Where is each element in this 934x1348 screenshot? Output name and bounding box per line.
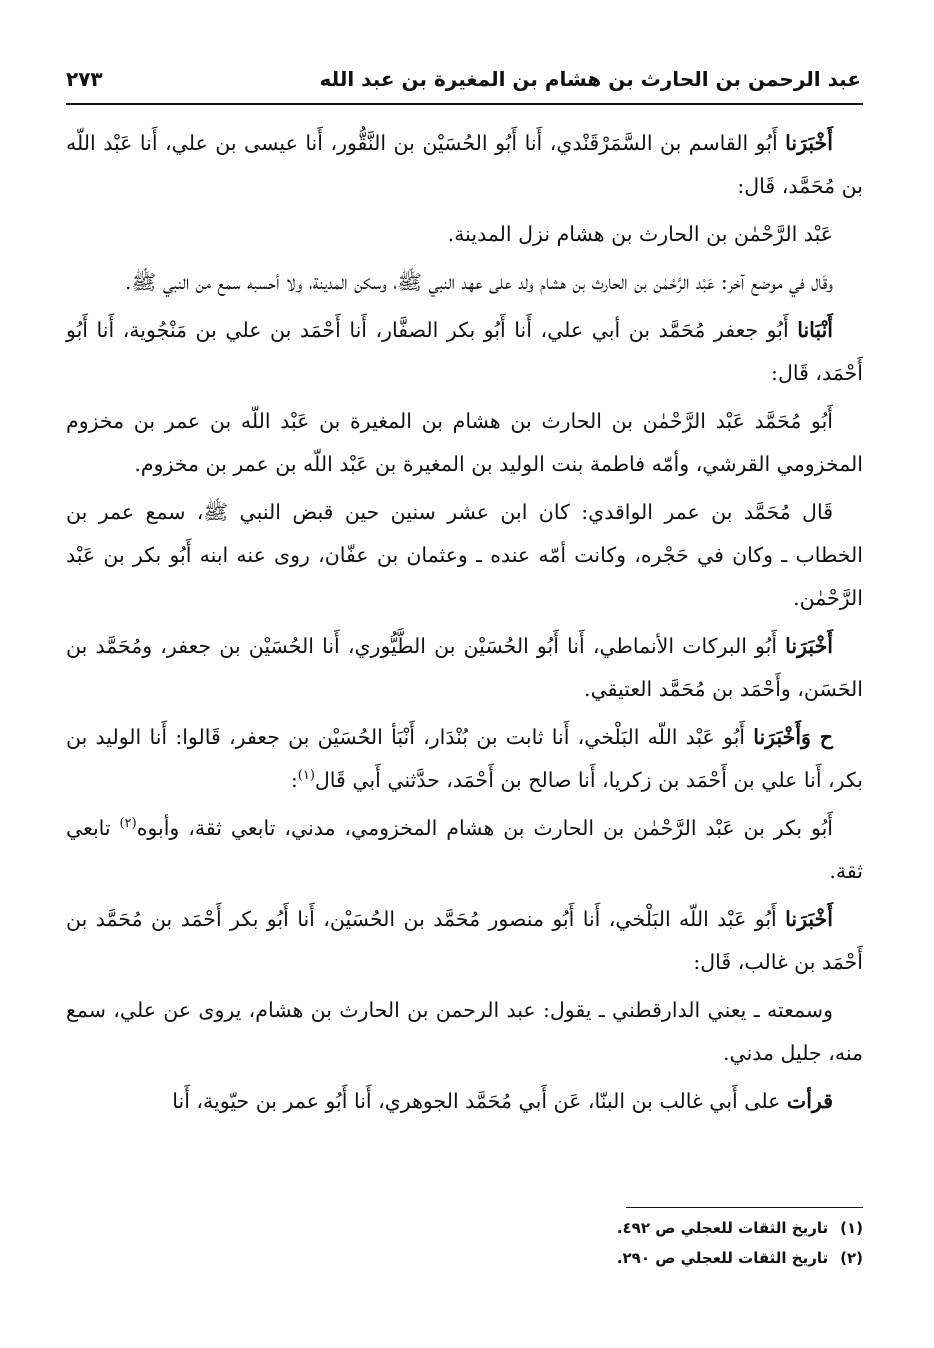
main-text	[66, 122, 863, 1128]
paragraph-text: أَبُو عَبْد اللّه البَلْخي، أَنا أَبُو منصور مُحَمَّد بن الحُسَيْن، أَنا أَبُو بكر أَحْمَد بن مُحَمَّد بن أَحْمَد بن غالب، قَال:	[66, 907, 863, 974]
paragraph-text-end: :	[290, 768, 298, 792]
paragraph	[66, 807, 863, 893]
footnote-ref: (١)	[297, 768, 315, 784]
footnotes	[263, 1213, 863, 1273]
paragraph-text: وقَال في موضع آخر: عَبْد الرَّحْمٰن بن الحارث بن هشام ولد على عهد النبي ﷺ، وسكن المدينة، ولا أحسبه سمع من النبي ﷺ.	[125, 270, 833, 294]
footnote	[263, 1213, 863, 1243]
paragraph	[66, 261, 863, 304]
paragraph	[66, 1080, 863, 1123]
footnote-ref: (٢)	[119, 816, 137, 832]
footnote-number: (١)	[840, 1219, 863, 1237]
paragraph	[66, 625, 863, 711]
footnote-text: تاريخ الثقات للعجلي ص ٢٩٠.	[616, 1249, 829, 1267]
paragraph	[66, 400, 863, 486]
footnote	[263, 1243, 863, 1273]
page-number: ٢٧٣	[66, 67, 103, 91]
page-header	[66, 58, 861, 100]
paragraph-text-end: تابعي ثقة.	[66, 816, 863, 883]
paragraph	[66, 898, 863, 984]
footnote-number: (٢)	[840, 1249, 863, 1267]
paragraph-text: أَبُو جعفر مُحَمَّد بن أبي علي، أَنا أَبُو بكر الصفَّار، أَنا أَحْمَد بن علي بن مَنْجُوية، أَنا أَبُو أَحْمَد، قَال:	[66, 318, 863, 385]
paragraph-text: قَال مُحَمَّد بن عمر الواقدي: كان ابن عشر سنين حين قبض النبي ﷺ، سمع عمر بن الخطاب ـ وكان في حَجْره، وكانت أمّه عنده ـ وعثمان بن عفّان، روى عنه ابنه أَبُو بكر بن عَبْد الرَّحْمٰن.	[66, 500, 863, 610]
paragraph	[66, 989, 863, 1075]
narration-lead: أَخْبَرَنا	[785, 634, 833, 658]
paragraph-text: أَبُو مُحَمَّد عَبْد الرَّحْمٰن بن الحارث بن هشام بن المغيرة بن عَبْد اللّه بن عمر بن مخزوم المخزومي القرشي، وأمّه فاطمة بنت الوليد بن المغيرة بن عَبْد اللّه بن عمر بن مخزوم.	[66, 409, 863, 476]
paragraph-text: أَبُو القاسم بن السَّمَرْقَنْدي، أَنا أَبُو الحُسَيْن بن النَّقُّور، أَنا عيسى بن علي، أَنا عَبْد اللّه بن مُحَمَّد، قَال:	[66, 131, 863, 198]
paragraph-text: أَبُو بكر بن عَبْد الرَّحْمٰن بن الحارث بن هشام المخزومي، مدني، تابعي ثقة، وأبوه	[136, 816, 833, 840]
paragraph	[66, 491, 863, 620]
paragraph-text: أَبُو عَبْد اللّه البَلْخي، أَنا ثابت بن بُنْدَار، أَنْبَأ الحُسَيْن بن جعفر، قَالوا: أَنا الوليد بن بكر، أَنا علي بن أَحْمَد بن زكريا، أَنا صالح بن أَحْمَد، حدَّثني أَبي قَال	[66, 725, 863, 792]
narration-lead: ح وَأَخْبَرَنا	[753, 725, 833, 749]
footnote-divider	[626, 1207, 863, 1208]
paragraph	[66, 716, 863, 802]
paragraph-text: وسمعته ـ يعني الدارقطني ـ يقول: عبد الرحمن بن الحارث بن هشام، يروى عن علي، سمع منه، جليل مدني.	[66, 998, 863, 1065]
paragraph-text: أَبُو البركات الأنماطي، أَنا أَبُو الحُسَيْن بن الطَّيُّوري، أَنا الحُسَيْن بن جعفر، ومُحَمَّد بن الحَسَن، وأَحْمَد بن مُحَمَّد العتيقي.	[66, 634, 863, 701]
paragraph-text: عَبْد الرَّحْمٰن بن الحارث بن هشام نزل المدينة.	[447, 222, 833, 246]
header-divider	[66, 103, 863, 105]
narration-lead: أَخْبَرَنا	[785, 131, 833, 155]
paragraph	[66, 122, 863, 208]
paragraph-text: على أَبي غالب بن البنّا، عَن أَبي مُحَمَّد الجوهري، أَنا أَبُو عمر بن حيّوية، أَنا	[172, 1089, 787, 1113]
footnote-text: تاريخ الثقات للعجلي ص ٤٩٢.	[616, 1219, 829, 1237]
narration-lead: قرأت	[786, 1089, 833, 1113]
narration-lead: أَنْبَانا	[797, 318, 833, 342]
paragraph	[66, 309, 863, 395]
narration-lead: أَخْبَرَنا	[785, 907, 833, 931]
running-title: عبد الرحمن بن الحارث بن هشام بن المغيرة بن عبد الله	[319, 67, 861, 91]
paragraph	[66, 213, 863, 256]
